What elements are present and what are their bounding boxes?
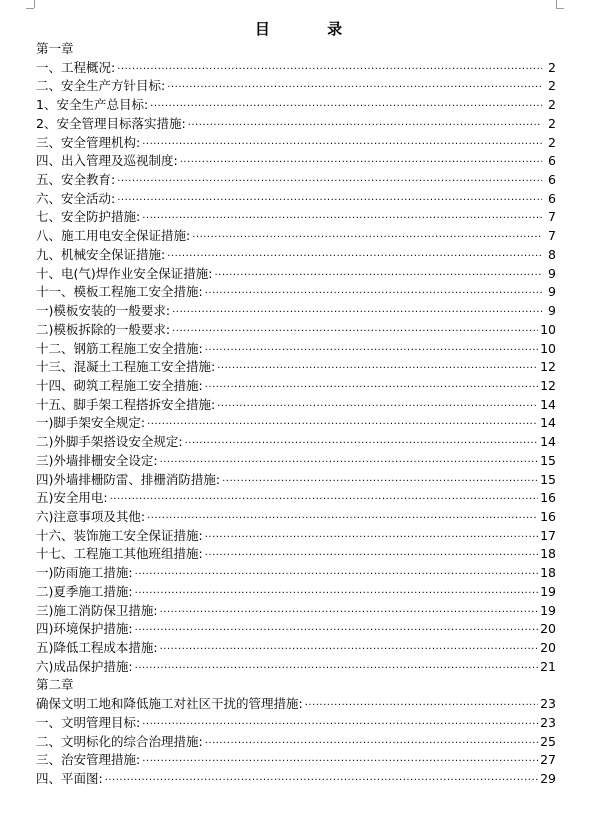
toc-entry-label: 二)外脚手架搭设安全规定: [36, 434, 183, 450]
toc-entry[interactable] [36, 246, 556, 265]
dot-leader [167, 77, 542, 96]
toc-entry-label: 九、机械安全保证措施: [36, 246, 166, 262]
dot-leader [172, 302, 542, 321]
dot-leader [135, 620, 539, 639]
toc-entry-label: 一)模板安装的一般要求: [36, 303, 171, 319]
toc-entry-label: 十六、装饰施工安全保证措施: [36, 527, 203, 543]
toc-entry-page: 7 [548, 209, 556, 225]
dot-leader [105, 770, 538, 789]
dot-leader [110, 489, 539, 508]
dot-leader [117, 59, 542, 78]
toc-entry-page: 9 [548, 265, 556, 281]
toc-entry[interactable] [36, 602, 556, 621]
dot-leader [205, 527, 538, 546]
dot-leader [147, 414, 538, 433]
toc-entry-label: 一)防雨施工措施: [36, 565, 133, 581]
toc-entry[interactable] [36, 583, 556, 602]
toc-entry-page: 7 [548, 228, 556, 244]
dot-leader [135, 564, 539, 583]
toc-entry-label: 一、工程概况: [36, 59, 116, 75]
toc-entry[interactable] [36, 96, 556, 115]
dot-leader [192, 227, 542, 246]
toc-entry-page: 15 [540, 452, 556, 468]
toc-entry-label: 四)外墙排栅防雷、排栅消防措施: [36, 471, 221, 487]
toc-entry[interactable] [36, 152, 556, 171]
toc-entry-page: 14 [540, 415, 556, 431]
toc-entry-page: 14 [540, 396, 556, 412]
toc-entry-label: 六)注意事项及其他: [36, 508, 146, 524]
toc-entry-page: 12 [540, 359, 556, 375]
toc-entry-label: 三、安全管理机构: [36, 134, 141, 150]
toc-entry[interactable] [36, 208, 556, 227]
toc-entry-label: 六、安全活动: [36, 190, 116, 206]
toc-entry[interactable] [36, 471, 556, 490]
toc-entry[interactable] [36, 115, 556, 134]
toc-entry-page: 6 [548, 153, 556, 169]
toc-entry[interactable] [36, 283, 556, 302]
toc-entry[interactable] [36, 508, 556, 527]
toc-entry-label: 十三、混凝土工程施工安全措施: [36, 359, 216, 375]
dot-leader [142, 714, 538, 733]
dot-leader [205, 377, 538, 396]
toc-entry[interactable] [36, 340, 556, 359]
toc-entry[interactable] [36, 396, 556, 415]
toc-entry[interactable] [36, 302, 556, 321]
toc-entry[interactable] [36, 695, 556, 714]
dot-leader [180, 152, 542, 171]
toc-entry-label: 十四、砌筑工程施工安全措施: [36, 377, 203, 393]
toc-entry-label: 2、安全管理目标落实措施: [36, 115, 186, 131]
toc-entry[interactable] [36, 77, 556, 96]
dot-leader [214, 265, 542, 284]
toc-entry-label: 十、电(气)焊作业安全保证措施: [36, 265, 213, 281]
toc-entry-label: 十七、工程施工其他班组措施: [36, 546, 203, 562]
toc-entry-page: 20 [540, 621, 556, 637]
toc-entry-page: 17 [540, 527, 556, 543]
toc-entry-label: 五)降低工程成本措施: [36, 640, 158, 655]
toc-entry-page: 29 [540, 771, 556, 787]
toc-entry-label: 第二章 [36, 677, 74, 693]
dot-leader [305, 695, 538, 714]
toc-entry[interactable] [36, 452, 556, 471]
toc-entry-label: 确保文明工地和降低施工对社区干扰的管理措施: [36, 696, 303, 712]
toc-entry-label: 第一章 [36, 41, 74, 56]
toc-entry[interactable] [36, 714, 556, 733]
dot-leader [135, 583, 539, 602]
toc-entry-page: 20 [540, 640, 556, 655]
toc-entry-label: 1、安全生产总目标: [36, 97, 149, 113]
toc-entry-page: 21 [540, 658, 556, 674]
toc-entry-page: 6 [548, 172, 556, 188]
toc-entry-label: 三)外墙排栅安全设定: [36, 452, 158, 468]
dot-leader [217, 358, 538, 377]
toc-entry[interactable] [36, 733, 556, 752]
toc-entry-page: 15 [540, 471, 556, 487]
toc-entry-page: 2 [548, 59, 556, 75]
toc-entry-label: 七、安全防护措施: [36, 209, 141, 225]
toc-entry-label: 四、出入管理及巡视制度: [36, 153, 178, 169]
margin-mark-top-right-h [556, 8, 564, 9]
dot-leader [160, 639, 539, 658]
toc-entry-label: 三)施工消防保卫措施: [36, 602, 158, 618]
toc-entry-label: 二、文明标化的综合治理措施: [36, 733, 203, 749]
toc-entry-page: 19 [540, 583, 556, 599]
toc-entry[interactable] [36, 358, 556, 377]
toc-entry-page: 23 [540, 714, 556, 730]
dot-leader [117, 171, 542, 190]
dot-leader [222, 471, 538, 490]
toc-title: 目 录 [254, 20, 369, 38]
toc-entry-page: 10 [540, 340, 556, 356]
toc-entry[interactable] [36, 489, 556, 508]
toc-entry-label: 四、平面图: [36, 771, 103, 787]
toc-entry-label: 二)夏季施工措施: [36, 583, 133, 599]
toc-entry-page: 16 [540, 508, 556, 524]
toc-entry[interactable] [36, 527, 556, 546]
toc-entry-page: 25 [540, 733, 556, 749]
toc-entry-label: 一、文明管理目标: [36, 714, 141, 730]
toc-entry-page: 2 [548, 134, 556, 150]
toc-entry[interactable] [36, 377, 556, 396]
dot-leader [188, 115, 542, 134]
dot-leader [117, 190, 542, 209]
toc-entry-page: 18 [540, 546, 556, 562]
dot-leader [185, 433, 539, 452]
toc-entry-label: 二、安全生产方针目标: [36, 78, 166, 94]
toc-entry[interactable] [36, 134, 556, 153]
toc-entry[interactable] [36, 545, 556, 564]
margin-mark-top-left [34, 0, 35, 8]
dot-leader [135, 658, 539, 677]
toc-entry-label: 十五、脚手架工程搭拆安全措施: [36, 396, 216, 412]
toc-entry-page: 14 [540, 434, 556, 450]
toc-entry-page: 2 [548, 78, 556, 94]
toc-entry[interactable] [36, 190, 556, 209]
toc-entry-page: 10 [540, 321, 556, 337]
toc-entry-label: 五、安全教育: [36, 172, 116, 188]
toc-entry[interactable] [36, 171, 556, 190]
toc-entry-label: 三、治安管理措施: [36, 752, 141, 768]
dot-leader [205, 545, 538, 564]
toc-entry-page: 27 [540, 752, 556, 768]
margin-mark-top-left-h [26, 8, 34, 9]
toc-entry-page: 23 [540, 696, 556, 712]
toc-entry-page: 19 [540, 602, 556, 618]
dot-leader [150, 96, 542, 115]
toc-entry-page: 9 [548, 284, 556, 300]
toc-entry[interactable] [36, 321, 556, 340]
toc-entry-label: 五)安全用电: [36, 490, 108, 506]
dot-leader [142, 751, 538, 770]
toc-entry-label: 六)成品保护措施: [36, 658, 133, 674]
dot-leader [142, 208, 542, 227]
toc-entry[interactable] [36, 433, 556, 452]
toc-entry[interactable] [36, 658, 556, 677]
dot-leader [160, 602, 539, 621]
dot-leader [167, 246, 542, 265]
toc-entry-page: 9 [548, 303, 556, 319]
dot-leader [205, 283, 542, 302]
toc-entry-page: 8 [548, 246, 556, 262]
table-of-contents [36, 40, 556, 789]
toc-entry[interactable] [36, 265, 556, 284]
toc-entry-page: 6 [548, 190, 556, 206]
toc-entry-label: 十二、钢筋工程施工安全措施: [36, 340, 203, 356]
dot-leader [205, 340, 538, 359]
toc-entry-page: 2 [548, 97, 556, 113]
toc-entry[interactable] [36, 751, 556, 770]
toc-entry-page: 18 [540, 565, 556, 581]
toc-entry-page: 12 [540, 377, 556, 393]
toc-entry[interactable] [36, 59, 556, 78]
chapter-heading [36, 676, 556, 695]
toc-entry[interactable] [36, 564, 556, 583]
toc-entry-label: 四)环境保护措施: [36, 621, 133, 637]
dot-leader [160, 452, 539, 471]
toc-entry-label: 十一、模板工程施工安全措施: [36, 284, 203, 300]
toc-entry[interactable] [36, 639, 556, 658]
toc-entry[interactable] [36, 770, 556, 789]
dot-leader [205, 733, 538, 752]
toc-entry-label: 八、施工用电安全保证措施: [36, 228, 191, 244]
toc-entry[interactable] [36, 227, 556, 246]
dot-leader [147, 508, 538, 527]
toc-entry-label: 一)脚手架安全规定: [36, 415, 146, 431]
dot-leader [217, 396, 538, 415]
toc-entry-label: 二)模板拆除的一般要求: [36, 321, 171, 337]
toc-entry-page: 2 [548, 115, 556, 131]
chapter-heading [36, 40, 556, 59]
toc-entry-page: 16 [540, 490, 556, 506]
margin-mark-top-right [556, 0, 557, 8]
dot-leader [172, 321, 538, 340]
dot-leader [142, 134, 542, 153]
toc-entry[interactable] [36, 620, 556, 639]
toc-entry[interactable] [36, 414, 556, 433]
